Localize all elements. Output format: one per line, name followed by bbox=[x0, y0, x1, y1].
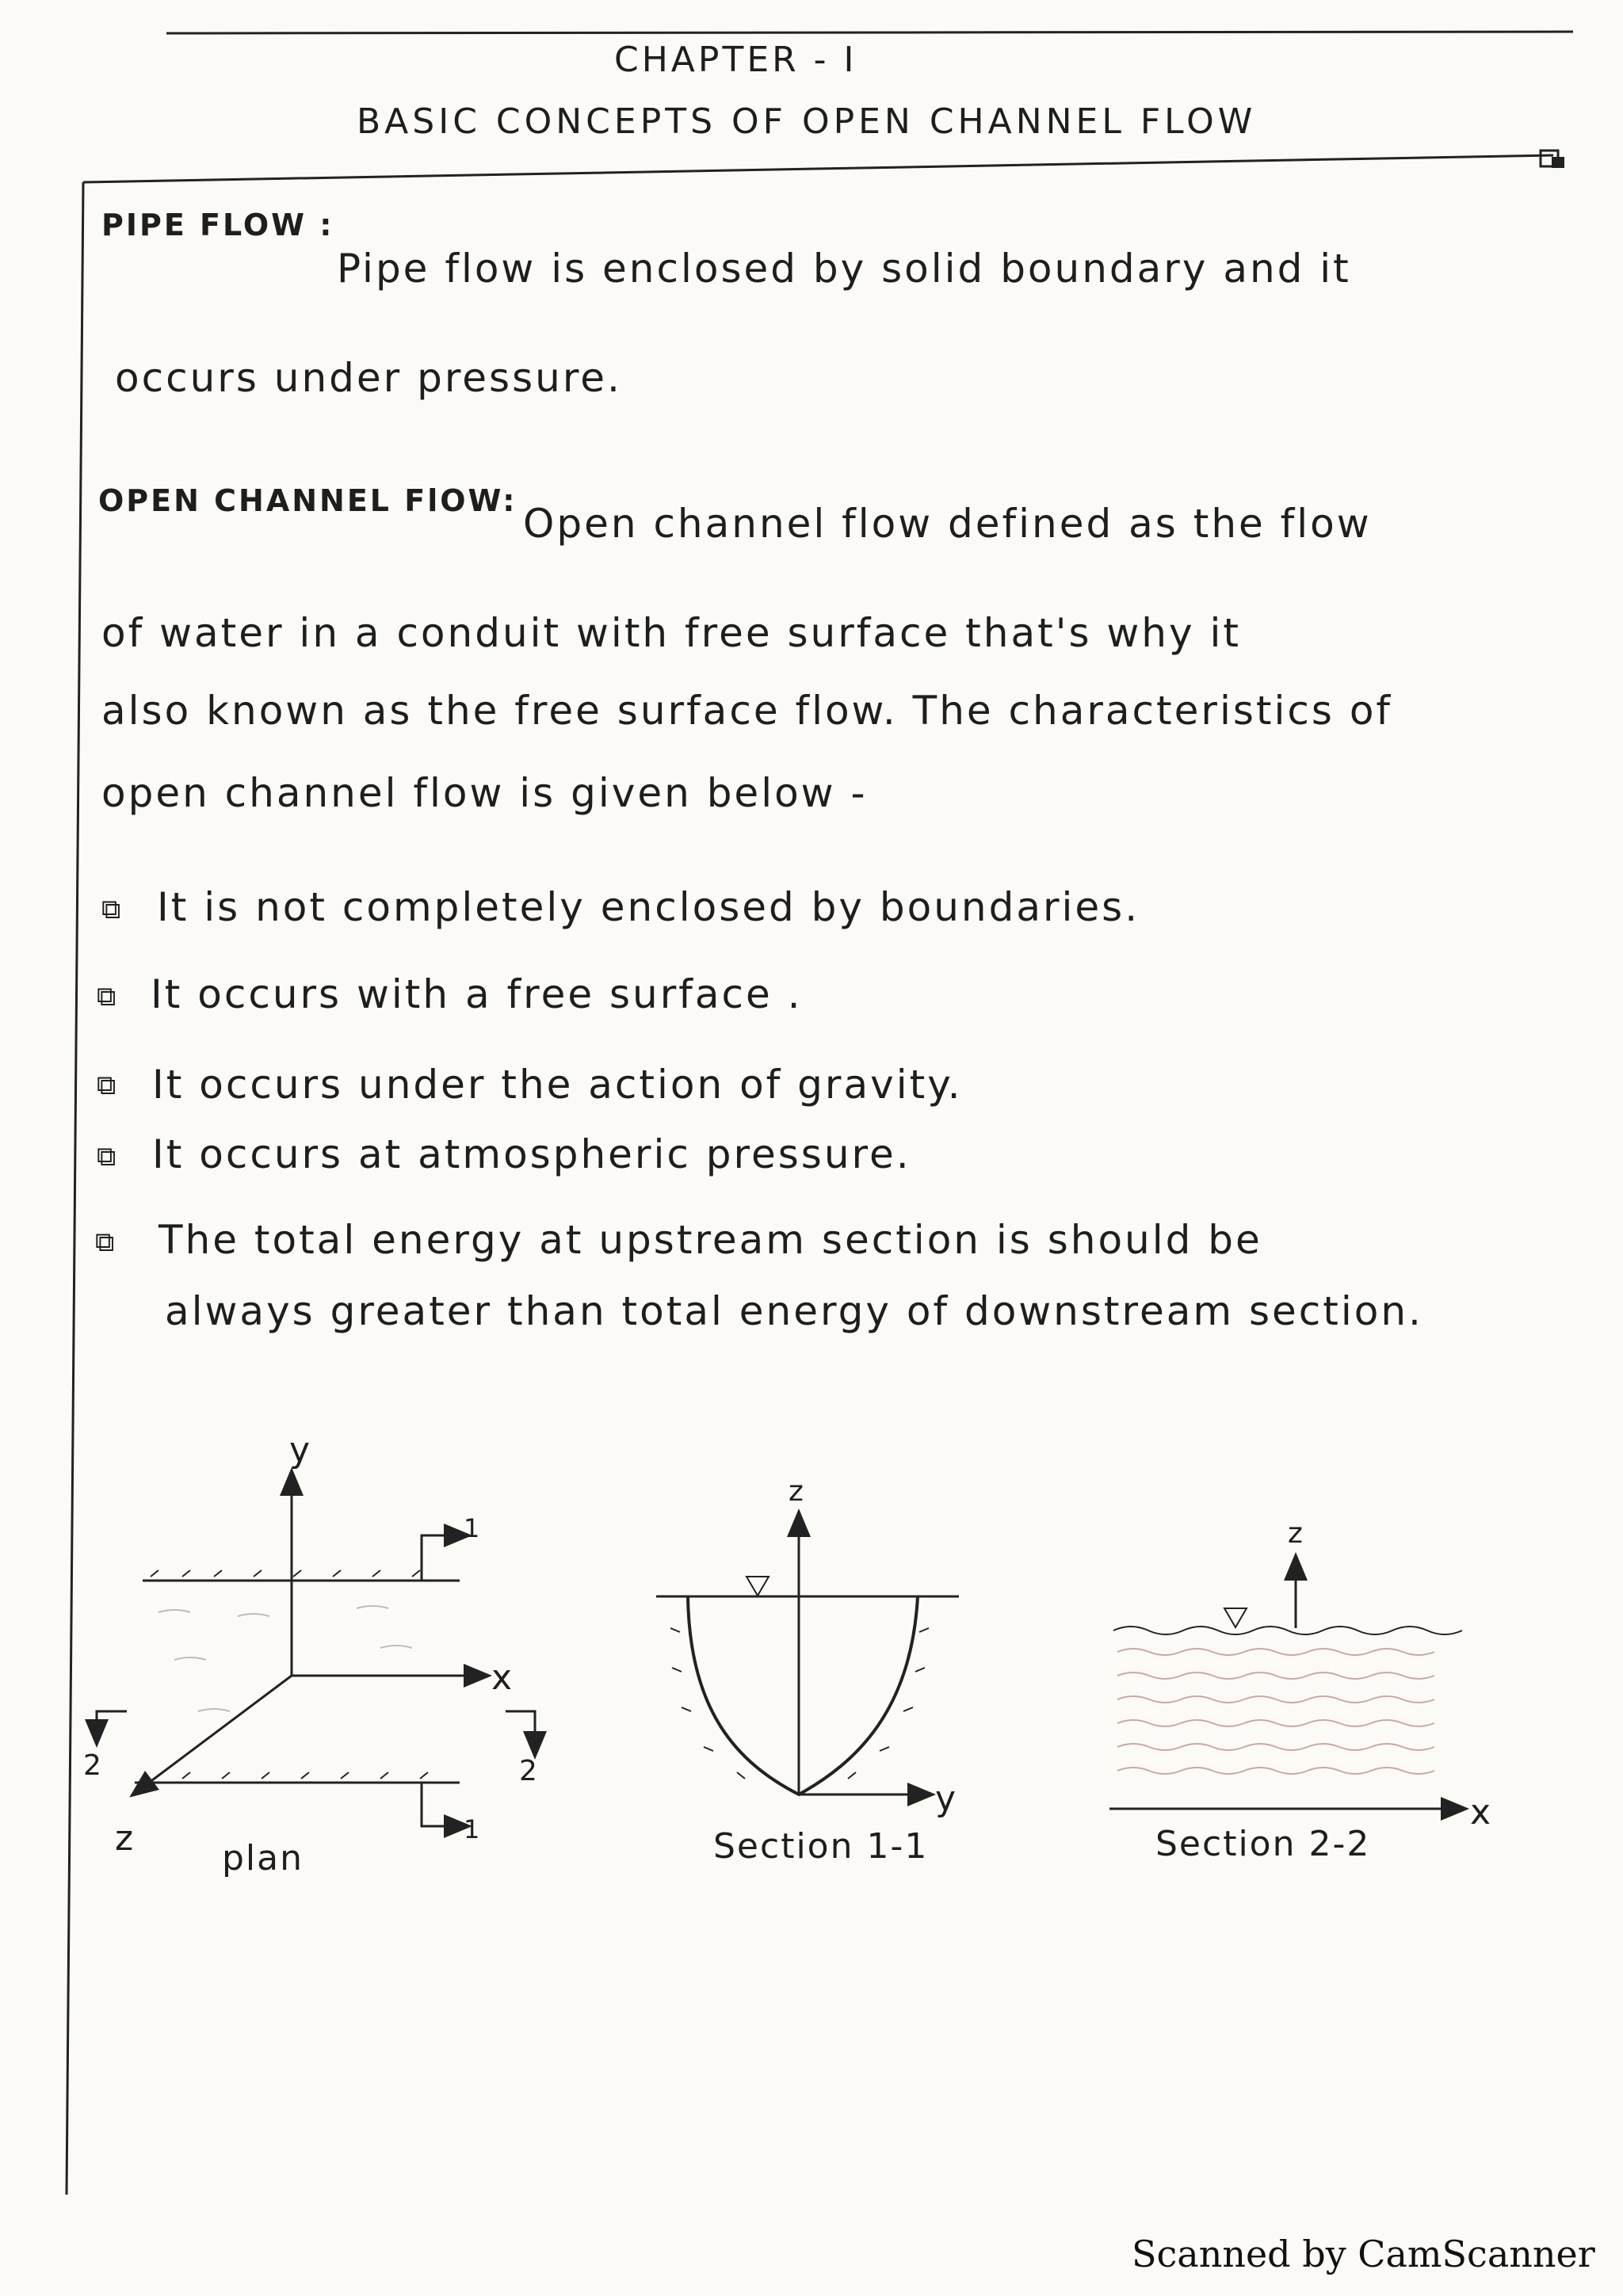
sec22-water-waves bbox=[1117, 1649, 1434, 1774]
bullet-2: It occurs with a free surface . bbox=[151, 971, 803, 1017]
open-channel-line-4: open channel flow is given below - bbox=[101, 770, 868, 816]
bullet-5: The total energy at upstream section is should be bbox=[158, 1217, 1262, 1263]
sec22-caption: Section 2-2 bbox=[1155, 1824, 1371, 1864]
sec11-z-label: z bbox=[789, 1475, 805, 1508]
plan-section-1-label: 1 bbox=[464, 1814, 482, 1844]
plan-z-label: z bbox=[115, 1818, 136, 1859]
plan-section-1-label: 1 bbox=[464, 1513, 482, 1543]
sec22-water-surface bbox=[1113, 1627, 1462, 1634]
plan-section-2-label: 2 bbox=[83, 1749, 103, 1782]
plan-bottom-hatch bbox=[182, 1772, 428, 1779]
plan-section-2-left bbox=[97, 1711, 127, 1743]
bullet-icon: ⧉ bbox=[97, 1141, 116, 1173]
sec11-water-symbol bbox=[747, 1577, 769, 1596]
bullet-icon: ⧉ bbox=[97, 1070, 116, 1101]
plan-section-2-right bbox=[506, 1711, 535, 1755]
plan-section-2-label: 2 bbox=[519, 1755, 539, 1787]
bullet-3: It occurs under the action of gravity. bbox=[152, 1062, 963, 1108]
sec11-channel-boundary bbox=[688, 1596, 918, 1794]
plan-top-hatch bbox=[151, 1570, 420, 1577]
open-channel-line-1: Open channel flow defined as the flow bbox=[523, 501, 1372, 547]
pipe-flow-line-2: occurs under pressure. bbox=[115, 355, 622, 401]
open-channel-line-2: of water in a conduit with free surface that's why it bbox=[101, 610, 1241, 656]
sec11-caption: Section 1-1 bbox=[713, 1826, 929, 1867]
plan-x-label: x bbox=[491, 1657, 514, 1698]
section-22-diagram bbox=[1109, 1557, 1465, 1809]
plan-y-label: y bbox=[289, 1430, 312, 1470]
sec11-y-label: y bbox=[935, 1779, 958, 1819]
plan-caption: plan bbox=[222, 1838, 304, 1878]
pipe-flow-heading: PIPE FLOW : bbox=[101, 208, 334, 242]
section-11-diagram bbox=[656, 1513, 959, 1794]
scanner-watermark: Scanned by CamScanner bbox=[1132, 2233, 1595, 2275]
open-channel-heading: OPEN CHANNEL FlOW: bbox=[98, 483, 517, 518]
plan-z-axis bbox=[133, 1676, 292, 1794]
sec22-x-label: x bbox=[1470, 1792, 1493, 1833]
bullet-4: It occurs at atmospheric pressure. bbox=[152, 1131, 911, 1177]
bullet-5-continued: always greater than total energy of downstream section. bbox=[165, 1288, 1423, 1334]
plan-section-1-top bbox=[422, 1535, 468, 1581]
sec22-z-label: z bbox=[1288, 1517, 1304, 1550]
bullet-1: It is not completely enclosed by boundaries. bbox=[157, 884, 1140, 930]
bullet-icon: ⧉ bbox=[95, 1226, 115, 1258]
plan-section-1-bottom bbox=[422, 1783, 468, 1826]
plan-water-marks bbox=[158, 1606, 412, 1711]
page-title: BASIC CONCEPTS OF OPEN CHANNEL FLOW bbox=[357, 101, 1257, 142]
pipe-flow-line-1: Pipe flow is enclosed by solid boundary and it bbox=[337, 246, 1351, 292]
open-channel-line-3: also known as the free surface flow. The characteristics of bbox=[101, 688, 1393, 734]
bullet-icon: ⧉ bbox=[97, 981, 116, 1013]
bullet-icon: ⧉ bbox=[101, 894, 121, 925]
sec22-water-symbol bbox=[1224, 1608, 1247, 1627]
chapter-title: CHAPTER - I bbox=[614, 40, 857, 80]
